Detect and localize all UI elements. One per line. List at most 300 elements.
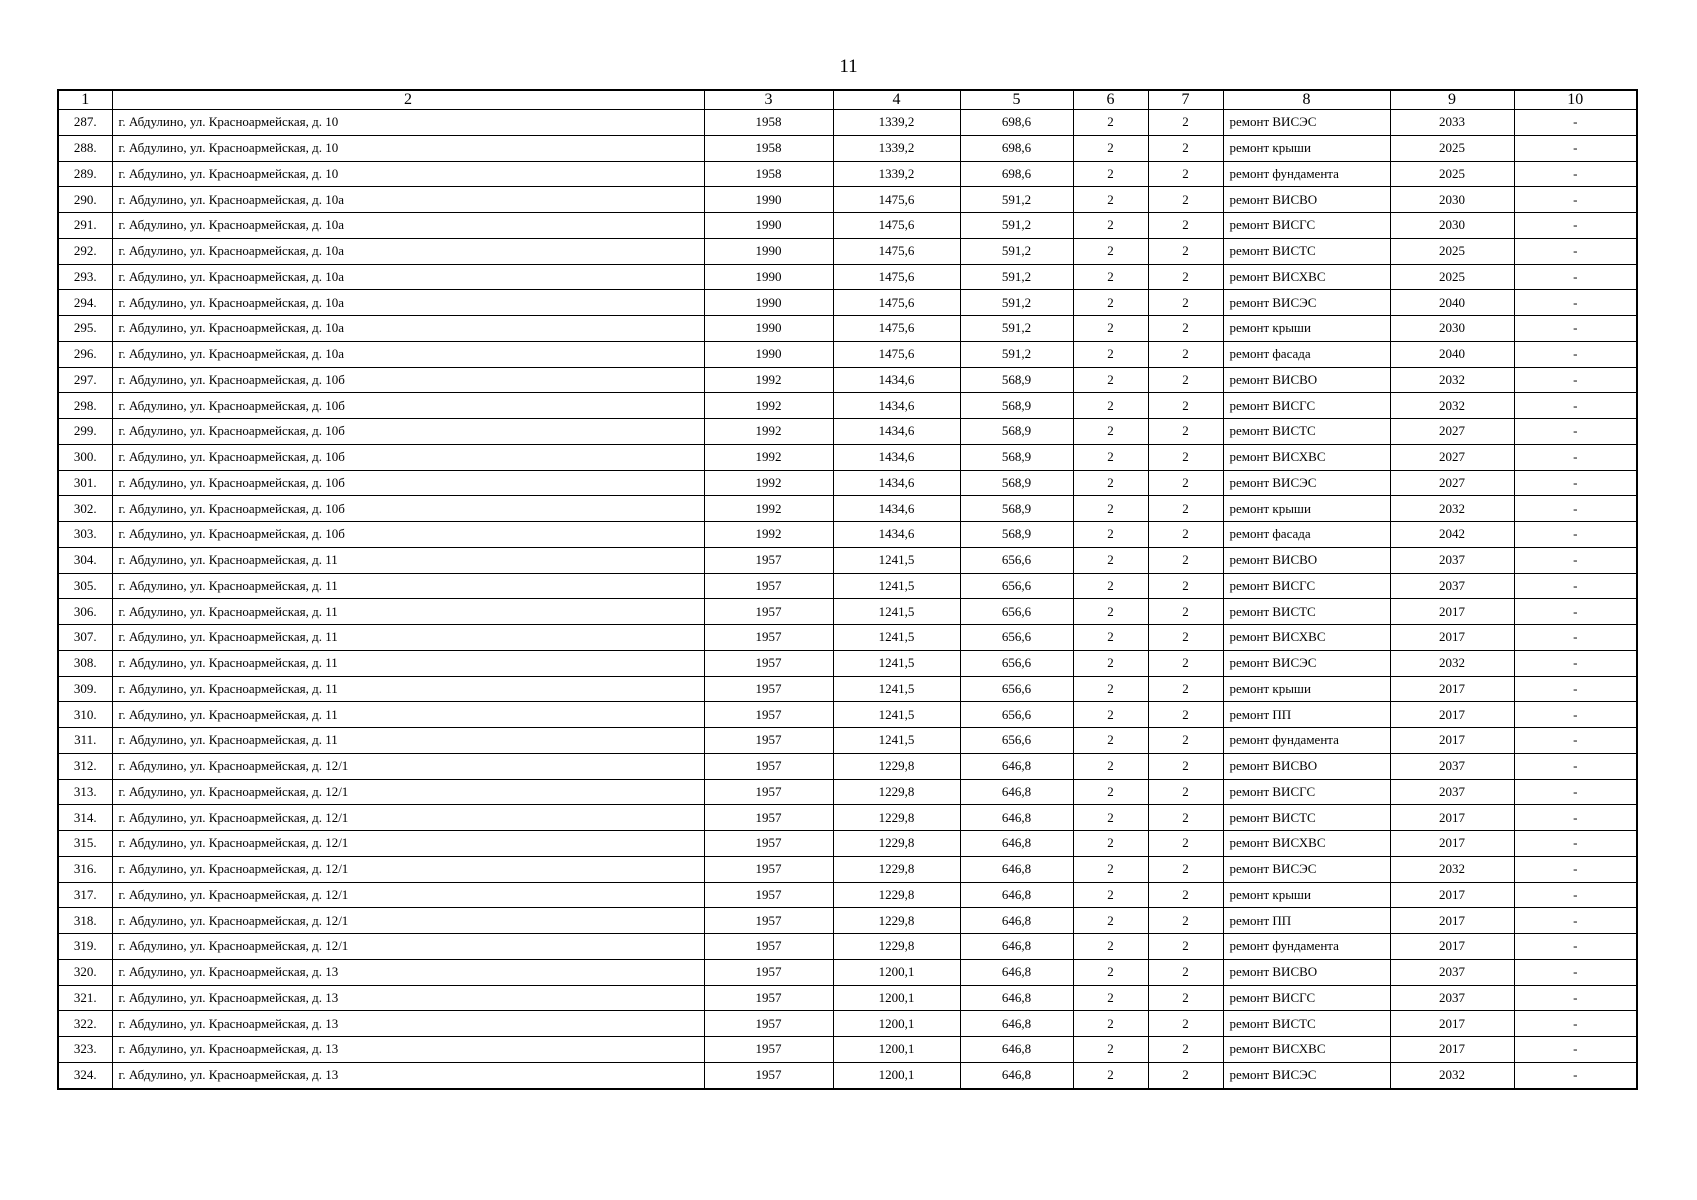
- cell-work-type: ремонт фундамента: [1223, 934, 1390, 960]
- cell-row-number: 316.: [58, 856, 112, 882]
- cell-row-number: 300.: [58, 444, 112, 470]
- cell-floors: 2: [1073, 522, 1148, 548]
- cell-planned-year: 2032: [1390, 1062, 1514, 1089]
- column-header-6: 6: [1073, 90, 1148, 110]
- table-row: [58, 290, 1637, 316]
- cell-year-built: 1957: [704, 599, 833, 625]
- cell-total-area: 1434,6: [833, 470, 960, 496]
- cell-total-area: 1434,6: [833, 419, 960, 445]
- cell-entrances: 2: [1148, 341, 1223, 367]
- cell-floors: 2: [1073, 393, 1148, 419]
- cell-note: -: [1514, 831, 1637, 857]
- cell-entrances: 2: [1148, 1062, 1223, 1089]
- cell-row-number: 290.: [58, 187, 112, 213]
- cell-note: -: [1514, 135, 1637, 161]
- cell-planned-year: 2017: [1390, 599, 1514, 625]
- cell-living-area: 698,6: [960, 110, 1073, 136]
- column-header-10: 10: [1514, 90, 1637, 110]
- cell-total-area: 1434,6: [833, 367, 960, 393]
- cell-note: -: [1514, 599, 1637, 625]
- cell-floors: 2: [1073, 444, 1148, 470]
- cell-entrances: 2: [1148, 161, 1223, 187]
- page-number: 11: [839, 56, 858, 77]
- cell-note: -: [1514, 1037, 1637, 1063]
- cell-floors: 2: [1073, 831, 1148, 857]
- cell-note: -: [1514, 779, 1637, 805]
- cell-living-area: 656,6: [960, 625, 1073, 651]
- cell-planned-year: 2042: [1390, 522, 1514, 548]
- cell-planned-year: 2025: [1390, 161, 1514, 187]
- cell-planned-year: 2017: [1390, 805, 1514, 831]
- cell-row-number: 315.: [58, 831, 112, 857]
- table-row: [58, 573, 1637, 599]
- cell-floors: 2: [1073, 238, 1148, 264]
- cell-floors: 2: [1073, 805, 1148, 831]
- cell-year-built: 1990: [704, 213, 833, 239]
- cell-year-built: 1958: [704, 135, 833, 161]
- cell-total-area: 1241,5: [833, 625, 960, 651]
- cell-work-type: ремонт ПП: [1223, 702, 1390, 728]
- cell-note: -: [1514, 625, 1637, 651]
- cell-total-area: 1475,6: [833, 341, 960, 367]
- cell-total-area: 1200,1: [833, 1062, 960, 1089]
- cell-address: г. Абдулино, ул. Красноармейская, д. 12/1: [112, 779, 704, 805]
- cell-note: -: [1514, 341, 1637, 367]
- cell-planned-year: 2027: [1390, 419, 1514, 445]
- cell-floors: 2: [1073, 934, 1148, 960]
- cell-work-type: ремонт ВИСВО: [1223, 187, 1390, 213]
- cell-address: г. Абдулино, ул. Красноармейская, д. 10: [112, 110, 704, 136]
- cell-planned-year: 2040: [1390, 290, 1514, 316]
- cell-entrances: 2: [1148, 1011, 1223, 1037]
- cell-row-number: 292.: [58, 238, 112, 264]
- cell-floors: 2: [1073, 779, 1148, 805]
- cell-floors: 2: [1073, 908, 1148, 934]
- cell-total-area: 1229,8: [833, 908, 960, 934]
- cell-living-area: 591,2: [960, 264, 1073, 290]
- cell-planned-year: 2030: [1390, 187, 1514, 213]
- cell-row-number: 306.: [58, 599, 112, 625]
- cell-address: г. Абдулино, ул. Красноармейская, д. 11: [112, 599, 704, 625]
- cell-row-number: 318.: [58, 908, 112, 934]
- cell-work-type: ремонт ВИСГС: [1223, 393, 1390, 419]
- cell-total-area: 1241,5: [833, 728, 960, 754]
- cell-floors: 2: [1073, 959, 1148, 985]
- table-row: [58, 959, 1637, 985]
- cell-entrances: 2: [1148, 187, 1223, 213]
- cell-work-type: ремонт ВИСТС: [1223, 419, 1390, 445]
- cell-floors: 2: [1073, 650, 1148, 676]
- cell-planned-year: 2037: [1390, 547, 1514, 573]
- column-header-4: 4: [833, 90, 960, 110]
- cell-work-type: ремонт ВИСТС: [1223, 599, 1390, 625]
- cell-work-type: ремонт ВИСЭС: [1223, 110, 1390, 136]
- cell-living-area: 656,6: [960, 702, 1073, 728]
- cell-address: г. Абдулино, ул. Красноармейская, д. 13: [112, 1062, 704, 1089]
- cell-entrances: 2: [1148, 599, 1223, 625]
- cell-total-area: 1200,1: [833, 1037, 960, 1063]
- cell-entrances: 2: [1148, 110, 1223, 136]
- cell-floors: 2: [1073, 1011, 1148, 1037]
- cell-note: -: [1514, 238, 1637, 264]
- cell-total-area: 1434,6: [833, 522, 960, 548]
- cell-entrances: 2: [1148, 908, 1223, 934]
- cell-row-number: 298.: [58, 393, 112, 419]
- cell-total-area: 1339,2: [833, 110, 960, 136]
- cell-floors: 2: [1073, 985, 1148, 1011]
- cell-work-type: ремонт крыши: [1223, 882, 1390, 908]
- cell-living-area: 591,2: [960, 238, 1073, 264]
- cell-entrances: 2: [1148, 831, 1223, 857]
- cell-floors: 2: [1073, 316, 1148, 342]
- table-row: [58, 496, 1637, 522]
- cell-note: -: [1514, 213, 1637, 239]
- cell-floors: 2: [1073, 367, 1148, 393]
- cell-work-type: ремонт ВИСГС: [1223, 779, 1390, 805]
- cell-row-number: 317.: [58, 882, 112, 908]
- cell-note: -: [1514, 1011, 1637, 1037]
- cell-entrances: 2: [1148, 522, 1223, 548]
- cell-address: г. Абдулино, ул. Красноармейская, д. 13: [112, 1037, 704, 1063]
- cell-living-area: 568,9: [960, 367, 1073, 393]
- cell-address: г. Абдулино, ул. Красноармейская, д. 11: [112, 676, 704, 702]
- cell-floors: 2: [1073, 1037, 1148, 1063]
- cell-address: г. Абдулино, ул. Красноармейская, д. 10а: [112, 341, 704, 367]
- cell-living-area: 656,6: [960, 728, 1073, 754]
- cell-year-built: 1992: [704, 470, 833, 496]
- cell-address: г. Абдулино, ул. Красноармейская, д. 10а: [112, 290, 704, 316]
- table-row: [58, 1062, 1637, 1089]
- cell-floors: 2: [1073, 599, 1148, 625]
- cell-planned-year: 2030: [1390, 213, 1514, 239]
- table-row: [58, 805, 1637, 831]
- cell-work-type: ремонт ВИСВО: [1223, 959, 1390, 985]
- cell-note: -: [1514, 444, 1637, 470]
- cell-year-built: 1957: [704, 856, 833, 882]
- cell-address: г. Абдулино, ул. Красноармейская, д. 10б: [112, 367, 704, 393]
- cell-address: г. Абдулино, ул. Красноармейская, д. 10б: [112, 470, 704, 496]
- table-row: [58, 213, 1637, 239]
- cell-total-area: 1434,6: [833, 496, 960, 522]
- cell-note: -: [1514, 110, 1637, 136]
- column-header-2: 2: [112, 90, 704, 110]
- cell-row-number: 307.: [58, 625, 112, 651]
- cell-year-built: 1957: [704, 985, 833, 1011]
- cell-year-built: 1990: [704, 264, 833, 290]
- cell-planned-year: 2017: [1390, 676, 1514, 702]
- cell-work-type: ремонт фасада: [1223, 341, 1390, 367]
- table-row: [58, 676, 1637, 702]
- cell-address: г. Абдулино, ул. Красноармейская, д. 11: [112, 728, 704, 754]
- table-row: [58, 882, 1637, 908]
- cell-work-type: ремонт ВИСХВС: [1223, 444, 1390, 470]
- cell-planned-year: 2025: [1390, 264, 1514, 290]
- table-row: [58, 1037, 1637, 1063]
- cell-work-type: ремонт ВИСХВС: [1223, 264, 1390, 290]
- table-row: [58, 985, 1637, 1011]
- cell-year-built: 1957: [704, 1037, 833, 1063]
- cell-note: -: [1514, 676, 1637, 702]
- cell-year-built: 1957: [704, 676, 833, 702]
- cell-entrances: 2: [1148, 290, 1223, 316]
- cell-entrances: 2: [1148, 419, 1223, 445]
- cell-entrances: 2: [1148, 213, 1223, 239]
- cell-living-area: 646,8: [960, 805, 1073, 831]
- table-row: [58, 316, 1637, 342]
- cell-row-number: 323.: [58, 1037, 112, 1063]
- cell-row-number: 295.: [58, 316, 112, 342]
- cell-work-type: ремонт крыши: [1223, 316, 1390, 342]
- cell-planned-year: 2017: [1390, 702, 1514, 728]
- cell-year-built: 1957: [704, 934, 833, 960]
- cell-entrances: 2: [1148, 264, 1223, 290]
- cell-living-area: 656,6: [960, 676, 1073, 702]
- cell-year-built: 1957: [704, 625, 833, 651]
- cell-entrances: 2: [1148, 676, 1223, 702]
- cell-planned-year: 2032: [1390, 856, 1514, 882]
- table-row: [58, 522, 1637, 548]
- cell-row-number: 322.: [58, 1011, 112, 1037]
- cell-address: г. Абдулино, ул. Красноармейская, д. 10а: [112, 213, 704, 239]
- cell-entrances: 2: [1148, 753, 1223, 779]
- cell-total-area: 1229,8: [833, 779, 960, 805]
- cell-note: -: [1514, 316, 1637, 342]
- cell-floors: 2: [1073, 547, 1148, 573]
- cell-planned-year: 2025: [1390, 238, 1514, 264]
- cell-floors: 2: [1073, 753, 1148, 779]
- table-row: [58, 393, 1637, 419]
- cell-note: -: [1514, 367, 1637, 393]
- cell-work-type: ремонт ВИСТС: [1223, 805, 1390, 831]
- cell-living-area: 646,8: [960, 1062, 1073, 1089]
- cell-note: -: [1514, 522, 1637, 548]
- cell-planned-year: 2037: [1390, 985, 1514, 1011]
- cell-year-built: 1957: [704, 650, 833, 676]
- cell-floors: 2: [1073, 264, 1148, 290]
- cell-note: -: [1514, 393, 1637, 419]
- cell-year-built: 1957: [704, 779, 833, 805]
- cell-row-number: 294.: [58, 290, 112, 316]
- cell-note: -: [1514, 161, 1637, 187]
- table-row: [58, 264, 1637, 290]
- cell-address: г. Абдулино, ул. Красноармейская, д. 12/1: [112, 882, 704, 908]
- cell-planned-year: 2040: [1390, 341, 1514, 367]
- cell-year-built: 1957: [704, 547, 833, 573]
- cell-total-area: 1475,6: [833, 213, 960, 239]
- table-row: [58, 135, 1637, 161]
- column-header-7: 7: [1148, 90, 1223, 110]
- cell-row-number: 304.: [58, 547, 112, 573]
- cell-row-number: 311.: [58, 728, 112, 754]
- cell-row-number: 303.: [58, 522, 112, 548]
- cell-total-area: 1475,6: [833, 187, 960, 213]
- cell-entrances: 2: [1148, 135, 1223, 161]
- cell-living-area: 568,9: [960, 419, 1073, 445]
- cell-address: г. Абдулино, ул. Красноармейская, д. 12/1: [112, 908, 704, 934]
- cell-address: г. Абдулино, ул. Красноармейская, д. 11: [112, 573, 704, 599]
- cell-work-type: ремонт крыши: [1223, 676, 1390, 702]
- cell-entrances: 2: [1148, 934, 1223, 960]
- cell-note: -: [1514, 753, 1637, 779]
- cell-year-built: 1990: [704, 238, 833, 264]
- cell-work-type: ремонт ВИСТС: [1223, 238, 1390, 264]
- cell-row-number: 296.: [58, 341, 112, 367]
- cell-work-type: ремонт ВИСТС: [1223, 1011, 1390, 1037]
- cell-note: -: [1514, 496, 1637, 522]
- cell-address: г. Абдулино, ул. Красноармейская, д. 11: [112, 547, 704, 573]
- cell-row-number: 302.: [58, 496, 112, 522]
- cell-note: -: [1514, 290, 1637, 316]
- cell-entrances: 2: [1148, 728, 1223, 754]
- table-row: [58, 110, 1637, 136]
- cell-work-type: ремонт ВИСВО: [1223, 547, 1390, 573]
- cell-note: -: [1514, 882, 1637, 908]
- cell-total-area: 1229,8: [833, 856, 960, 882]
- cell-row-number: 293.: [58, 264, 112, 290]
- cell-entrances: 2: [1148, 496, 1223, 522]
- table-row: [58, 625, 1637, 651]
- cell-planned-year: 2017: [1390, 934, 1514, 960]
- cell-address: г. Абдулино, ул. Красноармейская, д. 10б: [112, 419, 704, 445]
- cell-living-area: 568,9: [960, 470, 1073, 496]
- cell-living-area: 646,8: [960, 831, 1073, 857]
- cell-planned-year: 2032: [1390, 650, 1514, 676]
- cell-total-area: 1475,6: [833, 238, 960, 264]
- cell-total-area: 1475,6: [833, 316, 960, 342]
- cell-total-area: 1200,1: [833, 959, 960, 985]
- table-row: [58, 341, 1637, 367]
- cell-total-area: 1434,6: [833, 444, 960, 470]
- cell-living-area: 656,6: [960, 573, 1073, 599]
- cell-floors: 2: [1073, 341, 1148, 367]
- table-row: [58, 728, 1637, 754]
- cell-planned-year: 2032: [1390, 496, 1514, 522]
- cell-year-built: 1957: [704, 805, 833, 831]
- table-body: [58, 110, 1637, 1090]
- cell-row-number: 314.: [58, 805, 112, 831]
- cell-note: -: [1514, 264, 1637, 290]
- cell-floors: 2: [1073, 728, 1148, 754]
- cell-row-number: 301.: [58, 470, 112, 496]
- cell-planned-year: 2032: [1390, 393, 1514, 419]
- cell-work-type: ремонт крыши: [1223, 496, 1390, 522]
- cell-total-area: 1229,8: [833, 805, 960, 831]
- cell-work-type: ремонт ВИСГС: [1223, 573, 1390, 599]
- cell-living-area: 591,2: [960, 187, 1073, 213]
- cell-total-area: 1241,5: [833, 702, 960, 728]
- cell-living-area: 646,8: [960, 779, 1073, 805]
- cell-address: г. Абдулино, ул. Красноармейская, д. 12/1: [112, 831, 704, 857]
- cell-work-type: ремонт ВИСХВС: [1223, 1037, 1390, 1063]
- cell-year-built: 1958: [704, 161, 833, 187]
- column-header-8: 8: [1223, 90, 1390, 110]
- cell-year-built: 1957: [704, 728, 833, 754]
- cell-year-built: 1957: [704, 1062, 833, 1089]
- cell-row-number: 320.: [58, 959, 112, 985]
- cell-total-area: 1200,1: [833, 985, 960, 1011]
- table-row: [58, 161, 1637, 187]
- cell-address: г. Абдулино, ул. Красноармейская, д. 13: [112, 985, 704, 1011]
- cell-entrances: 2: [1148, 985, 1223, 1011]
- cell-work-type: ремонт фасада: [1223, 522, 1390, 548]
- table-row: [58, 367, 1637, 393]
- cell-floors: 2: [1073, 573, 1148, 599]
- registry-table: [57, 89, 1638, 1090]
- cell-year-built: 1990: [704, 290, 833, 316]
- cell-entrances: 2: [1148, 1037, 1223, 1063]
- table-row: [58, 238, 1637, 264]
- cell-entrances: 2: [1148, 650, 1223, 676]
- cell-entrances: 2: [1148, 444, 1223, 470]
- cell-work-type: ремонт ПП: [1223, 908, 1390, 934]
- cell-total-area: 1200,1: [833, 1011, 960, 1037]
- table-row: [58, 187, 1637, 213]
- cell-floors: 2: [1073, 496, 1148, 522]
- cell-entrances: 2: [1148, 316, 1223, 342]
- cell-living-area: 591,2: [960, 213, 1073, 239]
- table-row: [58, 856, 1637, 882]
- cell-year-built: 1957: [704, 882, 833, 908]
- cell-living-area: 646,8: [960, 753, 1073, 779]
- cell-work-type: ремонт ВИСХВС: [1223, 625, 1390, 651]
- cell-row-number: 310.: [58, 702, 112, 728]
- cell-note: -: [1514, 959, 1637, 985]
- cell-planned-year: 2033: [1390, 110, 1514, 136]
- cell-year-built: 1957: [704, 573, 833, 599]
- cell-row-number: 288.: [58, 135, 112, 161]
- cell-year-built: 1992: [704, 367, 833, 393]
- cell-total-area: 1229,8: [833, 753, 960, 779]
- column-header-1: 1: [58, 90, 112, 110]
- cell-work-type: ремонт крыши: [1223, 135, 1390, 161]
- cell-year-built: 1992: [704, 496, 833, 522]
- cell-floors: 2: [1073, 625, 1148, 651]
- cell-living-area: 591,2: [960, 316, 1073, 342]
- cell-planned-year: 2017: [1390, 728, 1514, 754]
- cell-row-number: 321.: [58, 985, 112, 1011]
- cell-living-area: 656,6: [960, 547, 1073, 573]
- cell-year-built: 1992: [704, 522, 833, 548]
- cell-living-area: 698,6: [960, 135, 1073, 161]
- column-header-9: 9: [1390, 90, 1514, 110]
- cell-work-type: ремонт ВИСГС: [1223, 985, 1390, 1011]
- cell-planned-year: 2017: [1390, 908, 1514, 934]
- table-row: [58, 779, 1637, 805]
- cell-note: -: [1514, 547, 1637, 573]
- cell-floors: 2: [1073, 702, 1148, 728]
- cell-note: -: [1514, 470, 1637, 496]
- cell-row-number: 313.: [58, 779, 112, 805]
- cell-row-number: 308.: [58, 650, 112, 676]
- cell-planned-year: 2032: [1390, 367, 1514, 393]
- cell-year-built: 1992: [704, 444, 833, 470]
- cell-work-type: ремонт фундамента: [1223, 161, 1390, 187]
- cell-floors: 2: [1073, 110, 1148, 136]
- cell-note: -: [1514, 728, 1637, 754]
- cell-total-area: 1241,5: [833, 676, 960, 702]
- cell-address: г. Абдулино, ул. Красноармейская, д. 12/1: [112, 753, 704, 779]
- cell-total-area: 1434,6: [833, 393, 960, 419]
- table-row: [58, 702, 1637, 728]
- table-row: [58, 753, 1637, 779]
- cell-note: -: [1514, 805, 1637, 831]
- cell-entrances: 2: [1148, 573, 1223, 599]
- cell-planned-year: 2037: [1390, 753, 1514, 779]
- cell-note: -: [1514, 934, 1637, 960]
- cell-planned-year: 2017: [1390, 831, 1514, 857]
- cell-row-number: 297.: [58, 367, 112, 393]
- cell-work-type: ремонт ВИСГС: [1223, 213, 1390, 239]
